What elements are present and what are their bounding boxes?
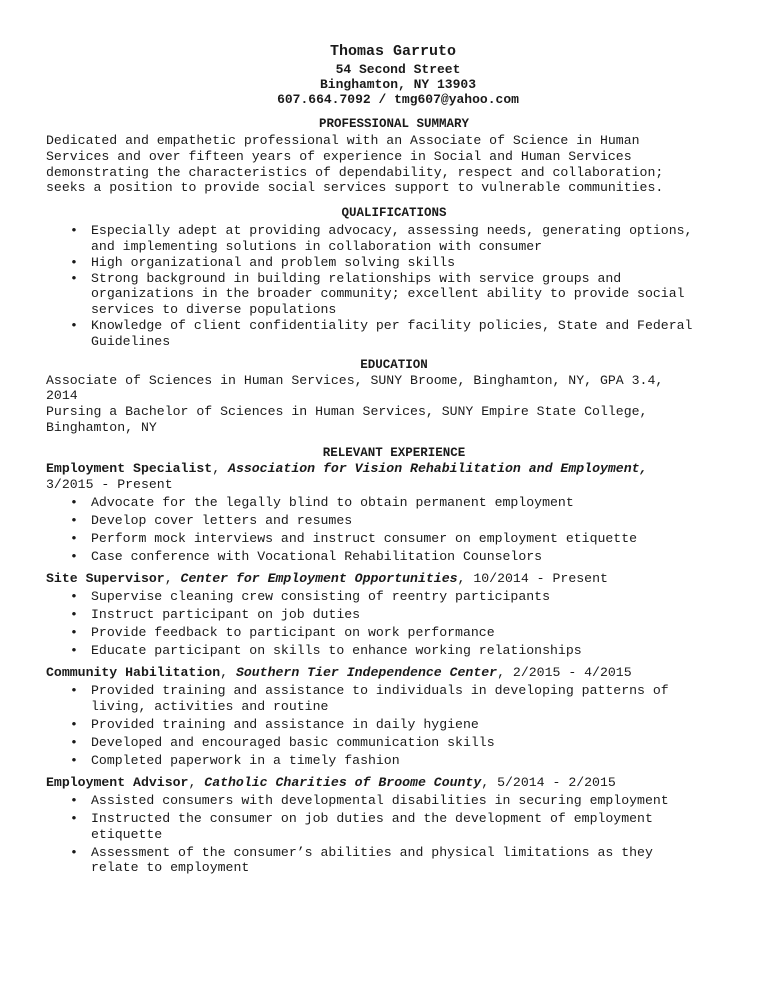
job-organization: Association for Vision Rehabilitation and Employment, <box>228 460 648 476</box>
bullet-icon: • <box>70 844 78 860</box>
bullet-icon: • <box>70 270 78 286</box>
job-organization: Center for Employment Opportunities <box>180 570 458 586</box>
city-state-zip: Binghamton, NY 13903 <box>319 77 477 92</box>
bullet-text: Supervise cleaning crew consisting of reentry participants <box>91 588 550 604</box>
bullet-icon: • <box>70 716 78 732</box>
bullet-item <box>46 735 736 751</box>
bullet-text: Strong background in building relationships with service groups and <box>91 270 622 286</box>
bullet-item <box>46 753 736 769</box>
bullet-icon: • <box>70 643 78 659</box>
bullet-icon: • <box>70 811 78 826</box>
job-entry <box>46 571 736 659</box>
bullet-item <box>46 793 736 809</box>
bullet-item <box>46 318 736 350</box>
summary-line: seeks a position to provide social services support to vulnerable communities. <box>46 180 664 196</box>
bullet-text: Provided training and assistance in daily hygiene <box>91 716 479 732</box>
job-dates: 5/2014 - 2/2015 <box>497 774 616 790</box>
section-title-experience: RELEVANT EXPERIENCE <box>322 445 466 460</box>
bullet-item <box>46 845 736 876</box>
bullet-text: Advocate for the legally blind to obtain permanent employment <box>91 494 574 510</box>
bullet-item <box>46 255 736 271</box>
bullet-text: Provide feedback to participant on work performance <box>91 625 495 641</box>
job-dates: 10/2014 - Present <box>473 570 608 586</box>
bullet-icon: • <box>70 494 78 510</box>
bullet-item <box>46 811 736 842</box>
bullet-item <box>46 513 736 529</box>
bullet-icon: • <box>70 588 78 604</box>
education-line: Pursing a Bachelor of Sciences in Human Services, SUNY Empire State College, <box>46 404 648 420</box>
bullet-text: Instruct participant on job duties <box>91 607 361 623</box>
job-organization: Southern Tier Independence Center <box>235 665 498 681</box>
bullet-text: Especially adept at providing advocacy, assessing needs, generating options, <box>91 223 693 239</box>
bullet-text: Knowledge of client confidentiality per facility policies, State and Federal <box>91 317 693 333</box>
education-line: Binghamton, NY <box>46 419 157 435</box>
bullet-item <box>46 683 736 714</box>
job-heading: Employment Specialist, Association for Vision Rehabilitation and Employment, <box>46 460 648 476</box>
job-role: Site Supervisor <box>46 570 165 586</box>
bullet-text: Case conference with Vocational Rehabilitation Counselors <box>91 549 543 565</box>
bullet-text: Assisted consumers with developmental disabilities in securing employment <box>91 792 669 808</box>
bullet-text: living, activities and routine <box>91 698 329 714</box>
bullet-text: Instructed the consumer on job duties and the development of employment <box>91 811 653 826</box>
summary-paragraph <box>46 133 736 196</box>
bullet-text: Developed and encouraged basic communication skills <box>91 735 495 751</box>
job-dates: 2/2015 - 4/2015 <box>512 665 632 681</box>
bullet-icon: • <box>70 512 78 528</box>
bullet-text: Develop cover letters and resumes <box>91 512 353 528</box>
job-entry <box>46 775 736 876</box>
education-block <box>46 373 736 436</box>
bullet-icon: • <box>70 753 78 769</box>
contact-info: 607.664.7092 / tmg607@yahoo.com <box>277 92 519 107</box>
bullet-icon: • <box>70 735 78 751</box>
street-address: 54 Second Street <box>335 62 461 77</box>
bullet-text: etiquette <box>91 826 163 842</box>
bullet-icon: • <box>70 792 78 808</box>
section-title-qualifications: QUALIFICATIONS <box>341 206 447 221</box>
bullet-text: Guidelines <box>91 333 171 349</box>
qualifications-list <box>46 223 736 349</box>
job-duties-list <box>46 793 736 876</box>
bullet-item <box>46 531 736 547</box>
education-line: 2014 <box>46 388 78 404</box>
summary-line: Dedicated and empathetic professional with an Associate of Science in Human <box>46 133 640 148</box>
bullet-item <box>46 607 736 623</box>
section-title-summary: PROFESSIONAL SUMMARY <box>318 117 470 131</box>
job-heading: Community Habilitation, Southern Tier Independence Center, 2/2015 - 4/2015 <box>46 665 632 681</box>
job-role: Community Habilitation <box>46 665 221 681</box>
job-duties-list <box>46 495 736 565</box>
candidate-name: Thomas Garruto <box>329 43 457 60</box>
job-role: Employment Specialist <box>46 460 213 476</box>
bullet-text: High organizational and problem solving skills <box>91 254 456 270</box>
bullet-text: Educate participant on skills to enhance working relationships <box>91 643 582 659</box>
bullet-text: Completed paperwork in a timely fashion <box>91 753 400 769</box>
job-organization: Catholic Charities of Broome County <box>204 774 482 790</box>
bullet-icon: • <box>70 254 78 270</box>
experience-list <box>46 461 736 876</box>
bullet-item <box>46 271 736 318</box>
bullet-item <box>46 643 736 659</box>
job-heading: Site Supervisor, Center for Employment Opportunities, 10/2014 - Present <box>46 570 608 586</box>
bullet-text: and implementing solutions in collaboration with consumer <box>91 238 543 254</box>
bullet-icon: • <box>70 549 78 565</box>
bullet-text: Perform mock interviews and instruct consumer on employment etiquette <box>91 531 638 547</box>
summary-line: demonstrating the characteristics of dependability, respect and collaboration; <box>46 164 664 180</box>
bullet-text: relate to employment <box>91 860 250 876</box>
job-duties-list <box>46 683 736 769</box>
bullet-item <box>46 717 736 733</box>
bullet-text: services to diverse populations <box>91 302 337 318</box>
bullet-icon: • <box>70 223 78 239</box>
job-entry <box>46 665 736 769</box>
bullet-item <box>46 625 736 641</box>
job-role: Employment Advisor <box>46 774 189 790</box>
section-title-education: EDUCATION <box>360 357 428 372</box>
resume-page <box>46 42 736 879</box>
bullet-icon: • <box>70 625 78 641</box>
bullet-icon: • <box>70 607 78 623</box>
job-heading: Employment Advisor, Catholic Charities of Broome County, 5/2014 - 2/2015 <box>46 774 616 790</box>
bullet-text: Provided training and assistance to individuals in developing patterns of <box>91 683 669 699</box>
bullet-item <box>46 495 736 511</box>
bullet-icon: • <box>70 317 78 333</box>
education-line: Associate of Sciences in Human Services, SUNY Broome, Binghamton, NY, GPA 3.4, <box>46 372 664 388</box>
summary-line: Services and over fifteen years of experience in Social and Human Services <box>46 148 632 164</box>
bullet-item <box>46 223 736 255</box>
job-duties-list <box>46 589 736 659</box>
bullet-text: organizations in the broader community; excellent ability to provide social <box>91 286 685 302</box>
job-dates: 3/2015 - Present <box>46 476 173 492</box>
bullet-item <box>46 549 736 565</box>
bullet-icon: • <box>70 531 78 547</box>
job-entry <box>46 461 736 565</box>
bullet-item <box>46 589 736 605</box>
bullet-icon: • <box>70 683 78 699</box>
bullet-text: Assessment of the consumer’s abilities and physical limitations as they <box>91 844 653 860</box>
